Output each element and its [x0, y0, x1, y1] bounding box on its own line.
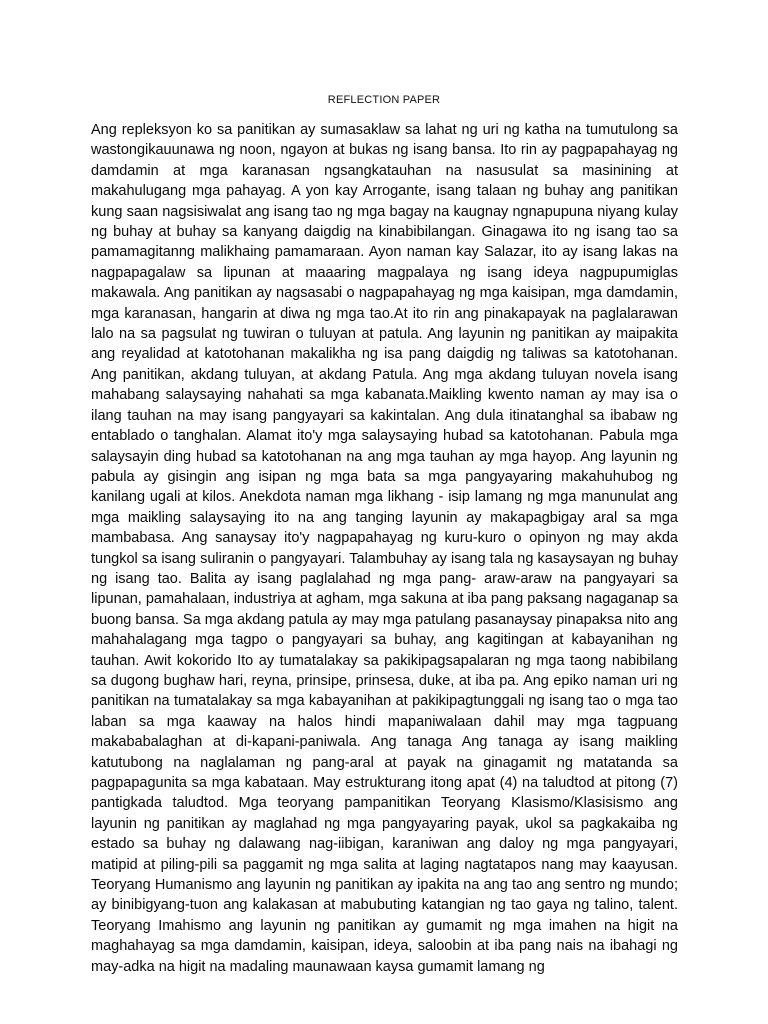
document-title: REFLECTION PAPER [327, 94, 441, 106]
document-body: Ang repleksyon ko sa panitikan ay sumasaklaw sa lahat ng uri ng katha na tumutulong sa wastongikauunawa ng noon, ngayon at bukas ng isang bansa. Ito rin ay pagpapahayag ng damdamin at mga karanasan ngsangkatauhan na nasusulat sa masinining at makahulugang mga pahayag. A yon kay Arrogante, isang talaan ng buhay ang panitikan kung saan nagsisiwalat ang isang tao ng mga bagay na kaugnay ngnapupuna niyang kulay ng buhay at buhay sa kanyang daigdig na kinabibilangan. Ginagawa ito ng isang tao sa pamamagitanng malikhaing pamamaraan. Ayon naman kay Salazar, ito ay isang lakas na nagpapagalaw sa lipunan at maaaring magpalaya ng isang ideya nagpupumiglas makawala. Ang panitikan ay nagsasabi o nagpapahayag ng mga kaisipan, mga damdamin, mga karanasan, hangarin at diwa ng mga tao.At ito rin ang pinakapayak na paglalarawan lalo na sa pagsulat ng tuwiran o tuluyan at patula. Ang layunin ng panitikan ay maipakita ang reyalidad at katotohanan makalikha ng isa pang daigdig ng taliwas sa katotohanan. Ang panitikan, akdang tuluyan, at akdang Patula. Ang mga akdang tuluyan novela isang mahabang salaysaying nahahati sa mga kabanata.Maikling kwento naman ay may isa o ilang tauhan na may isang pangyayari sa kakintalan. Ang dula itinatanghal sa ibabaw ng entablado o tanghalan. Alamat ito'y mga salaysaying hubad sa katotohanan. Pabula mga salaysayin ding hubad sa katotohanan na ang mga tauhan ay mga hayop. Ang layunin ng pabula ay gisingin ang isipan ng mga bata sa mga pangyayaring makahuhubog ng kanilang ugali at kilos. Anekdota naman mga likhang - isip lamang ng mga manunulat ang mga maikling salaysaying ito na ang tanging layunin ay makapagbigay aral sa mga mambabasa. Ang sanaysay ito'y nagpapahayag ng kuru-kuro o opinyon ng may akda tungkol sa isang suliranin o pangyayari. Talambuhay ay isang tala ng kasaysayan ng buhay ng isang tao. Balita ay isang paglalahad ng mga pang- araw-araw na pangyayari sa lipunan, pamahalaan, industriya at agham, mga sakuna at iba pang paksang nagaganap sa buong bansa. Sa mga akdang patula ay may mga patulang pasanaysay pinapaksa nito ang mahahalagang mga tagpo o pangyayari sa buhay, ang kagitingan at kabayanihan ng tauhan. Awit kokorido Ito ay tumatalakay sa pakikipagsapalaran ng mga taong nabibilang sa dugong bughaw hari, reyna, prinsipe, prinsesa, duke, at iba pa. Ang epiko naman uri ng panitikan na tumatalakay sa mga kabayanihan at pakikipagtunggali ng isang tao o mga tao laban sa mga kaaway na halos hindi mapaniwalaan dahil may mga tagpuang makababalaghan at di-kapani-paniwala. Ang tanaga Ang tanaga ay isang maikling katutubong na naglalaman ng pang-aral at payak na ginagamit ng matatanda sa pagpapagunita sa mga kabataan. May estrukturang itong apat (4) na taludtod at pitong (7) pantigkada taludtod. Mga teoryang pampanitikan Teoryang Klasismo/Klasisismo ang layunin ng panitikan ay maglahad ng mga pangyayaring payak, ukol sa pagkakaiba ng estado sa buhay ng dalawang nag-iibigan, karaniwan ang daloy ng mga pangyayari, matipid at piling-pili sa paggamit ng mga salita at laging nagtatapos nang may kaayusan. Teoryang Humanismo ang layunin ng panitikan ay ipakita na ang tao ang sentro ng mundo; ay binibigyang-tuon ang kalakasan at mabubuting katangian ng tao gaya ng talino, talent. Teoryang Imahismo ang layunin ng panitikan ay gumamit ng mga imahen na higit na maghahayag sa mga damdamin, kaisipan, ideya, saloobin at iba pang nais na ibahagi ng may-adka na higit na madaling maunawaan kaysa gumamit lamang ng [91, 122, 678, 975]
